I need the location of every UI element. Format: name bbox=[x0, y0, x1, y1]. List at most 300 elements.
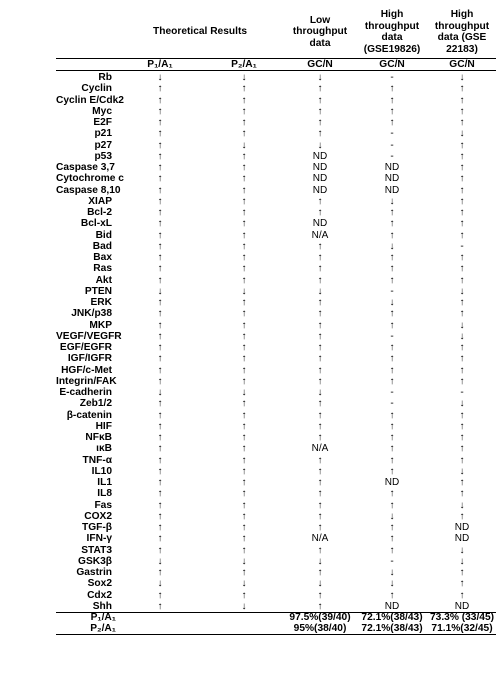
cell-p2: ↑ bbox=[241, 229, 247, 241]
cell-high2: ND bbox=[454, 522, 470, 533]
table-row bbox=[56, 71, 496, 84]
gene-name: Sox2 bbox=[87, 578, 112, 590]
cell-high1: - bbox=[390, 330, 394, 342]
table-row bbox=[56, 500, 496, 511]
cell-low: ↑ bbox=[317, 195, 323, 207]
cell-low: ↑ bbox=[317, 128, 323, 140]
table-row bbox=[56, 252, 496, 263]
cell-p1: ↑ bbox=[157, 522, 163, 533]
gene-name: VEGF/VEGFR bbox=[56, 330, 122, 342]
table-row bbox=[56, 207, 496, 218]
cell-low: ↑ bbox=[317, 398, 323, 410]
cell-high2: ↑ bbox=[459, 567, 465, 578]
cell-p2: ↑ bbox=[241, 252, 247, 263]
subheader-p1: P₁/A₁ bbox=[116, 59, 204, 71]
cell-p1: ↑ bbox=[157, 83, 163, 95]
cell-high1: ↑ bbox=[389, 94, 395, 106]
cell-high1: ↑ bbox=[389, 274, 395, 286]
cell-low: ↑ bbox=[317, 510, 323, 522]
summary-label: P₁/A₁ bbox=[56, 613, 116, 624]
cell-low: ND bbox=[312, 162, 328, 173]
cell-high1: ↑ bbox=[389, 229, 395, 241]
cell-high1: ↓ bbox=[389, 510, 395, 522]
table-row bbox=[56, 342, 496, 353]
cell-p1: ↑ bbox=[157, 150, 163, 162]
cell-p1: ↑ bbox=[157, 443, 163, 455]
cell-p2: ↑ bbox=[241, 499, 247, 511]
cell-p1: ↑ bbox=[157, 533, 163, 545]
cell-high2: ↑ bbox=[459, 184, 465, 196]
cell-low: ↑ bbox=[317, 240, 323, 252]
cell-high1: ↓ bbox=[389, 195, 395, 207]
cell-high2: ↑ bbox=[459, 218, 465, 230]
table-row bbox=[56, 162, 496, 173]
subheader-blank bbox=[56, 59, 116, 71]
cell-p2: ↑ bbox=[241, 218, 247, 230]
cell-low: N/A bbox=[311, 229, 329, 241]
gene-name: Integrin/FAK bbox=[56, 375, 117, 387]
cell-p2: ↑ bbox=[241, 195, 247, 207]
gene-name: IGF/IGFR bbox=[67, 353, 112, 365]
cell-p2: ↑ bbox=[241, 567, 247, 578]
cell-high1: - bbox=[390, 128, 394, 140]
cell-p2: ↑ bbox=[241, 342, 247, 353]
cell-high1: ↑ bbox=[389, 364, 395, 376]
cell-high2: ↓ bbox=[459, 72, 465, 83]
cell-p1: ↑ bbox=[157, 375, 163, 387]
cell-high1: ↑ bbox=[389, 499, 395, 511]
cell-p1: ↑ bbox=[157, 319, 163, 331]
cell-high1: ↑ bbox=[389, 207, 395, 218]
cell-low: ↑ bbox=[317, 353, 323, 365]
cell-p1: ↓ bbox=[157, 72, 163, 83]
header-gse19826: High throughput data (GSE19826) bbox=[363, 9, 421, 55]
cell-high1: - bbox=[390, 150, 394, 162]
cell-low: ND bbox=[312, 218, 328, 230]
cell-low: ↓ bbox=[317, 387, 323, 398]
cell-low: ↑ bbox=[317, 117, 323, 128]
cell-high1: - bbox=[390, 555, 394, 567]
table-row bbox=[56, 353, 496, 364]
cell-high1: ↑ bbox=[389, 522, 395, 533]
cell-p1: ↑ bbox=[157, 117, 163, 128]
table-row bbox=[56, 522, 496, 533]
gene-name: p53 bbox=[94, 150, 112, 162]
results-table-sheet bbox=[56, 6, 496, 635]
cell-p2: ↑ bbox=[241, 173, 247, 185]
gene-name: Fas bbox=[94, 499, 112, 511]
cell-p2: ↓ bbox=[241, 72, 247, 83]
cell-high1: ND bbox=[384, 477, 400, 488]
table-row bbox=[56, 601, 496, 613]
cell-low: ↑ bbox=[317, 330, 323, 342]
gene-name: E2F bbox=[93, 117, 112, 128]
cell-high2: ↑ bbox=[459, 297, 465, 308]
cell-high1: ↑ bbox=[389, 117, 395, 128]
header-low-throughput: Low throughput data bbox=[292, 14, 348, 49]
cell-high1: ↑ bbox=[389, 544, 395, 556]
cell-high2: ↓ bbox=[459, 285, 465, 297]
cell-p1: ↑ bbox=[157, 218, 163, 230]
gene-name: XIAP bbox=[88, 195, 112, 207]
cell-p2: ↓ bbox=[241, 555, 247, 567]
subheader-p2: P₂/A₁ bbox=[204, 59, 284, 71]
cell-low: N/A bbox=[311, 443, 329, 455]
cell-p2: ↑ bbox=[241, 510, 247, 522]
gene-name: p21 bbox=[94, 128, 112, 140]
cell-low: ↓ bbox=[317, 555, 323, 567]
table-row bbox=[56, 365, 496, 376]
summary-low: 95%(38/40) bbox=[284, 624, 356, 635]
cell-p2: ↑ bbox=[241, 522, 247, 533]
header-row bbox=[56, 6, 496, 59]
cell-low: ND bbox=[312, 173, 328, 185]
cell-p2: ↑ bbox=[241, 409, 247, 421]
cell-low: ↓ bbox=[317, 72, 323, 83]
cell-p2: ↑ bbox=[241, 150, 247, 162]
cell-low: ↑ bbox=[317, 319, 323, 331]
cell-p1: ↑ bbox=[157, 488, 163, 500]
cell-p1: ↑ bbox=[157, 263, 163, 275]
gene-name: HGF/c-Met bbox=[61, 364, 112, 376]
cell-p2: ↑ bbox=[241, 117, 247, 128]
cell-p1: ↑ bbox=[157, 477, 163, 488]
cell-p2: ↑ bbox=[241, 398, 247, 410]
gene-name: Shh bbox=[92, 600, 112, 612]
cell-p1: ↑ bbox=[157, 409, 163, 421]
cell-low: ↑ bbox=[317, 364, 323, 376]
cell-high2: ↑ bbox=[459, 409, 465, 421]
table-row bbox=[56, 173, 496, 184]
gene-name: IL10 bbox=[91, 465, 112, 477]
cell-p1: ↑ bbox=[157, 499, 163, 511]
cell-high2: ↑ bbox=[459, 263, 465, 275]
cell-high2: ↑ bbox=[459, 375, 465, 387]
subheader-high1: GC/N bbox=[356, 59, 428, 71]
table-footer bbox=[56, 613, 496, 635]
cell-p2: ↑ bbox=[241, 128, 247, 140]
cell-low: ↑ bbox=[317, 488, 323, 500]
summary-low: 97.5%(39/40) bbox=[284, 613, 356, 624]
cell-high2: ↑ bbox=[459, 105, 465, 117]
table-row bbox=[56, 117, 496, 128]
cell-p1: ↑ bbox=[157, 353, 163, 365]
cell-high1: ↑ bbox=[389, 263, 395, 275]
cell-p2: ↑ bbox=[241, 274, 247, 286]
table-row bbox=[56, 263, 496, 274]
table-row bbox=[56, 151, 496, 162]
cell-high1: ↑ bbox=[389, 409, 395, 421]
cell-high1: ↑ bbox=[389, 252, 395, 263]
table-row bbox=[56, 230, 496, 241]
cell-low: ND bbox=[312, 184, 328, 196]
gene-name: NFκB bbox=[85, 432, 112, 443]
cell-p2: ↑ bbox=[241, 319, 247, 331]
gene-name: EGF/EGFR bbox=[59, 342, 112, 353]
table-row bbox=[56, 432, 496, 443]
gene-name: Bad bbox=[92, 240, 112, 252]
cell-high2: ↑ bbox=[459, 252, 465, 263]
cell-high1: ↓ bbox=[389, 297, 395, 308]
cell-low: ↑ bbox=[317, 499, 323, 511]
cell-p2: ↑ bbox=[241, 432, 247, 443]
cell-p2: ↓ bbox=[241, 600, 247, 612]
table-row bbox=[56, 387, 496, 398]
cell-p2: ↑ bbox=[241, 443, 247, 455]
table-row bbox=[56, 95, 496, 106]
cell-high2: ND bbox=[454, 600, 470, 612]
gene-name: IFN-γ bbox=[86, 533, 112, 545]
summary-label: P₂/A₁ bbox=[56, 624, 116, 635]
cell-p2: ↑ bbox=[241, 308, 247, 320]
cell-high2: ↑ bbox=[459, 83, 465, 95]
cell-high1: ↑ bbox=[389, 454, 395, 466]
cell-high2: ↓ bbox=[459, 555, 465, 567]
cell-high2: ↓ bbox=[459, 330, 465, 342]
table-row bbox=[56, 297, 496, 308]
table-row bbox=[56, 477, 496, 488]
header-gse22183: High throughput data (GSE 22183) bbox=[434, 9, 490, 55]
cell-high2: ↑ bbox=[459, 420, 465, 432]
cell-high1: ND bbox=[384, 600, 400, 612]
gene-name: Bcl-xL bbox=[80, 218, 112, 230]
cell-p1: ↑ bbox=[157, 398, 163, 410]
cell-high1: ↑ bbox=[389, 420, 395, 432]
cell-p1: ↑ bbox=[157, 589, 163, 601]
gene-name: Zeb1/2 bbox=[79, 398, 112, 410]
cell-low: ↑ bbox=[317, 342, 323, 353]
cell-low: ↑ bbox=[317, 589, 323, 601]
cell-high2: ↑ bbox=[459, 364, 465, 376]
gene-name: TNF-α bbox=[82, 454, 112, 466]
cell-high1: ↑ bbox=[389, 319, 395, 331]
cell-p2: ↑ bbox=[241, 477, 247, 488]
cell-high2: - bbox=[460, 387, 464, 398]
cell-p2: ↑ bbox=[241, 544, 247, 556]
cell-high2: ↓ bbox=[459, 544, 465, 556]
gene-name: ERK bbox=[90, 297, 112, 308]
cell-high2: ↑ bbox=[459, 94, 465, 106]
cell-high2: ↑ bbox=[459, 274, 465, 286]
cell-high2: ↑ bbox=[459, 443, 465, 455]
gene-name: STAT3 bbox=[81, 544, 112, 556]
cell-high1: - bbox=[390, 139, 394, 151]
cell-p2: ↓ bbox=[241, 139, 247, 151]
cell-high2: ↓ bbox=[459, 465, 465, 477]
cell-p1: ↑ bbox=[157, 195, 163, 207]
table-row bbox=[56, 511, 496, 522]
cell-p1: ↑ bbox=[157, 128, 163, 140]
cell-high1: ↑ bbox=[389, 589, 395, 601]
table-row bbox=[56, 443, 496, 454]
gene-name: Cyclin bbox=[81, 83, 112, 95]
cell-high1: - bbox=[390, 398, 394, 410]
gene-name: Bcl-2 bbox=[87, 207, 112, 218]
cell-low: ↑ bbox=[317, 375, 323, 387]
cell-p2: ↑ bbox=[241, 162, 247, 173]
cell-low: ↓ bbox=[317, 578, 323, 590]
table-row bbox=[56, 398, 496, 409]
cell-p1: ↓ bbox=[157, 285, 163, 297]
gene-name: IL1 bbox=[97, 477, 112, 488]
cell-p1: ↓ bbox=[157, 555, 163, 567]
header-theoretical: Theoretical Results bbox=[153, 26, 247, 38]
table-row bbox=[56, 106, 496, 117]
cell-high2: ↑ bbox=[459, 342, 465, 353]
cell-p2: ↑ bbox=[241, 375, 247, 387]
cell-p1: ↑ bbox=[157, 330, 163, 342]
gene-name: E-cadherin bbox=[59, 387, 112, 398]
subheader-row bbox=[56, 59, 496, 71]
cell-high2: ↑ bbox=[459, 578, 465, 590]
cell-p1: ↑ bbox=[157, 510, 163, 522]
table-row bbox=[56, 410, 496, 421]
cell-high1: ↑ bbox=[389, 443, 395, 455]
cell-high1: ND bbox=[384, 184, 400, 196]
cell-high1: ND bbox=[384, 173, 400, 185]
table-row bbox=[56, 83, 496, 94]
table-row bbox=[56, 275, 496, 286]
gene-name: Caspase 8,10 bbox=[56, 184, 121, 196]
cell-low: ↑ bbox=[317, 454, 323, 466]
cell-low: ↑ bbox=[317, 600, 323, 612]
summary-blank bbox=[116, 624, 204, 635]
table-row bbox=[56, 421, 496, 432]
cell-p2: ↑ bbox=[241, 263, 247, 275]
cell-low: ↓ bbox=[317, 139, 323, 151]
cell-p1: ↑ bbox=[157, 342, 163, 353]
cell-high1: ↑ bbox=[389, 465, 395, 477]
cell-p1: ↑ bbox=[157, 105, 163, 117]
cell-high2: ↑ bbox=[459, 150, 465, 162]
table-row bbox=[56, 556, 496, 567]
gene-name: Gastrin bbox=[76, 567, 112, 578]
cell-high1: ↑ bbox=[389, 83, 395, 95]
table-row bbox=[56, 376, 496, 387]
cell-p1: ↑ bbox=[157, 252, 163, 263]
cell-p2: ↓ bbox=[241, 285, 247, 297]
table-body bbox=[56, 71, 496, 613]
cell-p1: ↑ bbox=[157, 139, 163, 151]
gene-name: Rb bbox=[98, 72, 112, 83]
gene-name: MKP bbox=[89, 319, 112, 331]
summary-high2: 71.1%(32/45) bbox=[428, 624, 496, 635]
summary-high1: 72.1%(38/43) bbox=[356, 613, 428, 624]
gene-name: COX2 bbox=[84, 510, 112, 522]
table-row bbox=[56, 455, 496, 466]
cell-high1: ↑ bbox=[389, 105, 395, 117]
table-row bbox=[56, 590, 496, 601]
gene-name: TGF-β bbox=[82, 522, 112, 533]
table-row bbox=[56, 128, 496, 139]
cell-high2: ↑ bbox=[459, 229, 465, 241]
cell-low: ↑ bbox=[317, 544, 323, 556]
cell-p2: ↑ bbox=[241, 465, 247, 477]
cell-p2: ↓ bbox=[241, 387, 247, 398]
cell-p1: ↑ bbox=[157, 274, 163, 286]
cell-p1: ↑ bbox=[157, 94, 163, 106]
cell-p1: ↑ bbox=[157, 454, 163, 466]
cell-p2: ↑ bbox=[241, 364, 247, 376]
cell-p2: ↑ bbox=[241, 240, 247, 252]
gene-name: HIF bbox=[95, 420, 112, 432]
summary-high2: 73.3% (33/45) bbox=[430, 612, 495, 623]
cell-p2: ↑ bbox=[241, 330, 247, 342]
cell-high1: ↓ bbox=[389, 578, 395, 590]
cell-high1: - bbox=[390, 387, 394, 398]
gene-name: p27 bbox=[94, 139, 112, 151]
summary-row bbox=[56, 613, 496, 624]
cell-p1: ↑ bbox=[157, 184, 163, 196]
cell-high2: ↓ bbox=[459, 499, 465, 511]
table-row bbox=[56, 286, 496, 297]
cell-p2: ↑ bbox=[241, 488, 247, 500]
cell-high1: ↑ bbox=[389, 353, 395, 365]
cell-high1: ↑ bbox=[389, 488, 395, 500]
cell-low: ↑ bbox=[317, 94, 323, 106]
cell-high2: ND bbox=[454, 533, 470, 545]
table-row bbox=[56, 241, 496, 252]
cell-p1: ↑ bbox=[157, 297, 163, 308]
gene-name: Cyclin E/Cdk2 bbox=[56, 94, 124, 106]
cell-high2: ↑ bbox=[459, 139, 465, 151]
cell-high2: ↑ bbox=[459, 195, 465, 207]
cell-high2: ↓ bbox=[459, 128, 465, 140]
gene-name: JNK/p38 bbox=[71, 308, 112, 320]
gene-name: Ras bbox=[93, 263, 112, 275]
table-row bbox=[56, 196, 496, 207]
cell-low: ↑ bbox=[317, 252, 323, 263]
cell-high1: ↑ bbox=[389, 342, 395, 353]
cell-high2: ↑ bbox=[459, 477, 465, 488]
cell-p2: ↑ bbox=[241, 297, 247, 308]
cell-low: N/A bbox=[311, 533, 329, 545]
cell-p2: ↑ bbox=[241, 353, 247, 365]
cell-p1: ↑ bbox=[157, 308, 163, 320]
cell-low: ↑ bbox=[317, 308, 323, 320]
header-blank bbox=[56, 6, 116, 59]
cell-high2: ↑ bbox=[459, 173, 465, 185]
cell-p2: ↑ bbox=[241, 83, 247, 95]
cell-low: ↑ bbox=[317, 465, 323, 477]
gene-name: ικB bbox=[96, 443, 112, 455]
cell-p1: ↑ bbox=[157, 207, 163, 218]
cell-high1: ↑ bbox=[389, 432, 395, 443]
cell-p1: ↑ bbox=[157, 162, 163, 173]
gene-name: PTEN bbox=[84, 285, 112, 297]
cell-p1: ↑ bbox=[157, 432, 163, 443]
summary-blank bbox=[116, 613, 204, 624]
cell-low: ↑ bbox=[317, 263, 323, 275]
cell-high1: ↑ bbox=[389, 533, 395, 545]
cell-low: ↑ bbox=[317, 409, 323, 421]
cell-low: ↑ bbox=[317, 83, 323, 95]
table-row bbox=[56, 308, 496, 319]
table-row bbox=[56, 185, 496, 196]
cell-p2: ↑ bbox=[241, 420, 247, 432]
cell-high2: ↑ bbox=[459, 207, 465, 218]
summary-row bbox=[56, 624, 496, 635]
gene-name: IL8 bbox=[97, 488, 112, 500]
cell-high2: ↑ bbox=[459, 510, 465, 522]
cell-high1: ↑ bbox=[389, 218, 395, 230]
summary-blank bbox=[204, 624, 284, 635]
cell-p2: ↓ bbox=[241, 578, 247, 590]
cell-p1: ↑ bbox=[157, 229, 163, 241]
gene-name: β-catenin bbox=[66, 409, 112, 421]
cell-p2: ↑ bbox=[241, 184, 247, 196]
cell-p2: ↑ bbox=[241, 589, 247, 601]
